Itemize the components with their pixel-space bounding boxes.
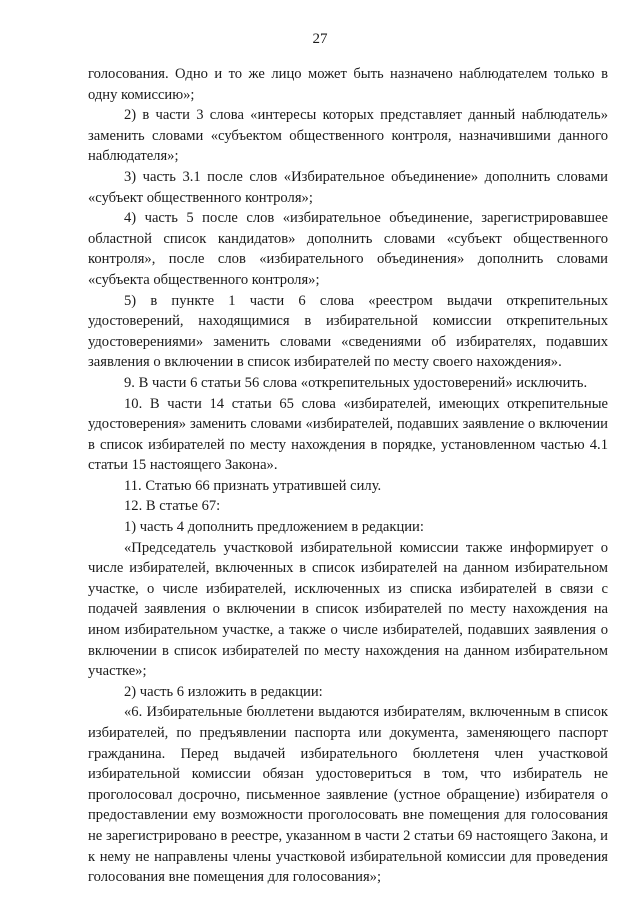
- paragraph-quote-part-6: «6. Избирательные бюллетени выдаются избирателям, включенным в список избирателей, по предъявлении паспорта или документа, заменяющего паспорт гражданина. Перед выдачей избирательного бюллетеня член участковой избирательной комиссии обязан удостовериться в том, что избиратель не проголосовал досрочно, письменное заявление (устное обращение) избирателя о предоставлении ему возможности проголосовать вне помещения для голосования не зарегистрировано в реестре, указанном в части 2 статьи 69 настоящего Закона, и к нему не направлены члены участковой избирательной комиссии для проведения голосования вне помещения для голосования»;: [88, 704, 608, 886]
- paragraph-continuation: голосования. Одно и то же лицо может быть назначено наблюдателем только в одну комиссию»;: [88, 66, 608, 103]
- paragraph-point-10: 10. В части 14 статьи 65 слова «избирателей, имеющих открепительные удостоверения» заменить словами «избирателей, подавших заявление о включении в список избирателей по месту нахождения в порядке, установленном частью 4.1 статьи 15 настоящего Закона».: [88, 395, 608, 474]
- paragraph-point-12-item-2: 2) часть 6 изложить в редакции:: [124, 683, 323, 700]
- paragraph-quote-chairman: «Председатель участковой избирательной комиссии также информирует о числе избирателей, включенных в список избирателей на данном избирательном участке, о числе избирателей, исключенных из списка избирателей в связи с подачей заявления о включении в список избирателей по месту нахождения на ином избирательном участке, а также о числе избирателей, подавших заявления о включении в список избирателей по месту нахождения на данном избирательном участке»;: [88, 539, 608, 680]
- paragraph-point-12: 12. В статье 67:: [124, 498, 221, 515]
- paragraph-item-4: 4) часть 5 после слов «избирательное объединение, зарегистрировавшее областной список кандидатов» дополнить словами «субъект общественного контроля», после слов «избирательного объединения» дополнить словами «субъекта общественного контроля»;: [88, 210, 608, 288]
- paragraph-point-11: 11. Статью 66 признать утратившей силу.: [124, 477, 382, 494]
- document-body: [88, 64, 608, 888]
- paragraph-point-12-item-1: 1) часть 4 дополнить предложением в редакции:: [124, 519, 424, 536]
- paragraph-point-9: 9. В части 6 статьи 56 слова «открепительных удостоверений» исключить.: [124, 374, 588, 391]
- paragraph-item-5: 5) в пункте 1 части 6 слова «реестром выдачи открепительных удостоверений, находящимися в избирательной комиссии открепительных удостоверениями» заменить словами «сведениями об избирателях, подавших заявления о включении в список избирателей по месту своего нахождения».: [88, 292, 608, 371]
- paragraph-item-2: 2) в части 3 слова «интересы которых представляет данный наблюдатель» заменить словами «субъектом общественного контроля, назначившими данного наблюдателя»;: [88, 107, 608, 165]
- page-number: 27: [312, 31, 328, 47]
- paragraph-item-3: 3) часть 3.1 после слов «Избирательное объединение» дополнить словами «субъект общественного контроля»;: [88, 168, 608, 206]
